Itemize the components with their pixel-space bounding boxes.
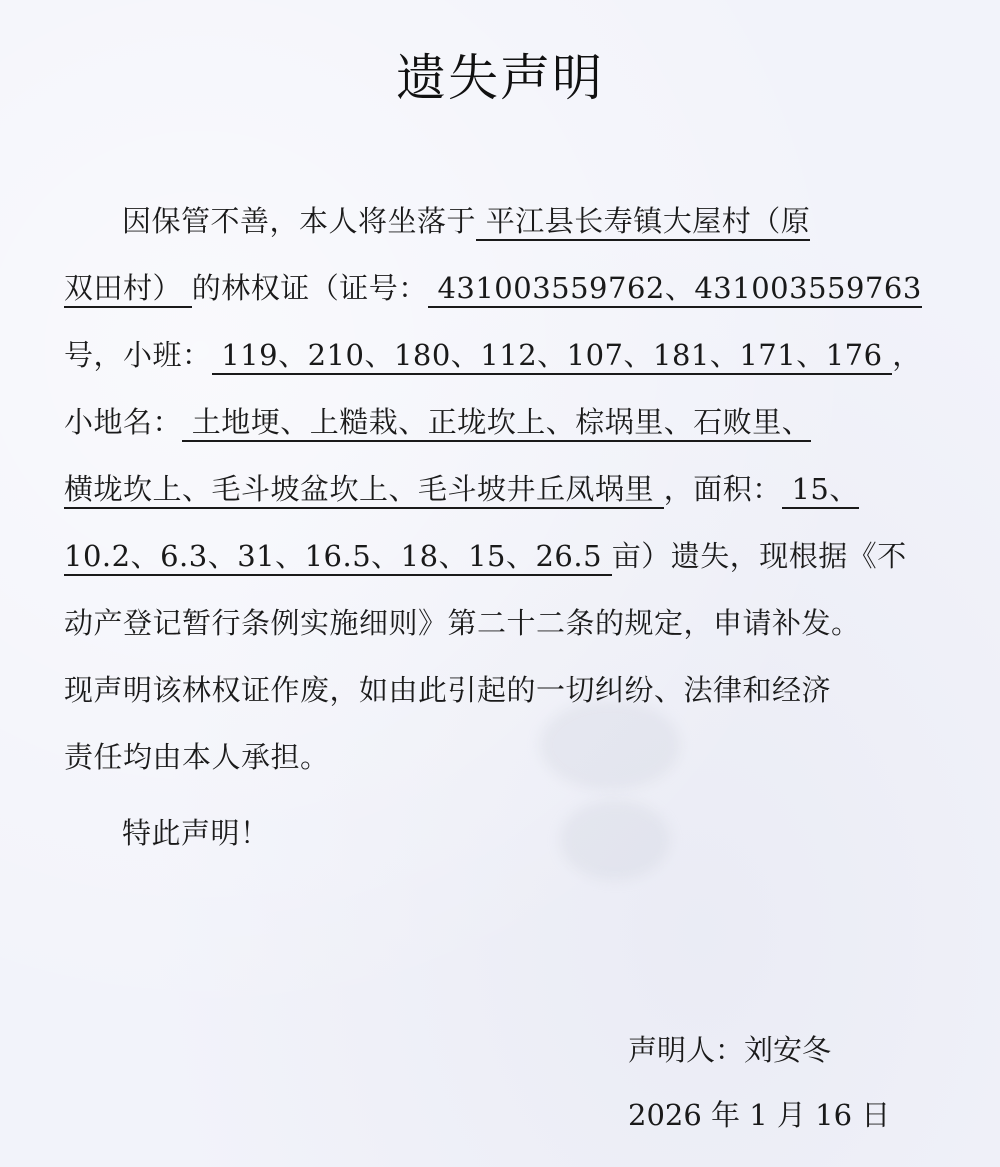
- subcompartment-numbers: 119、210、180、112、107、181、171、176: [212, 338, 893, 375]
- text-segment: 的林权证（证号：: [191, 271, 428, 305]
- text-segment: ，: [892, 338, 922, 372]
- text-segment: ，面积：: [663, 472, 782, 506]
- text-segment: 号，小班：: [64, 338, 212, 372]
- closing-statement: 特此声明！: [122, 816, 270, 850]
- text-segment: 亩）遗失，现根据《不: [611, 539, 907, 573]
- page-title: 遗失声明: [396, 49, 604, 107]
- text-line-9: 责任均由本人承担。: [64, 740, 330, 774]
- text-line-7: 动产登记暂行条例实施细则》第二十二条的规定，申请补发。: [64, 606, 861, 640]
- area-values: 15、: [782, 472, 859, 509]
- location-fill-cont: 双田村）: [64, 271, 192, 308]
- text-line-4: [64, 397, 811, 447]
- text-segment: 因保管不善，本人将坐落于: [122, 204, 477, 238]
- signer: 声明人：刘安冬: [628, 1033, 832, 1067]
- text-line-6: [64, 531, 907, 581]
- area-values-cont: 10.2、6.3、31、16.5、18、15、26.5: [64, 539, 612, 576]
- paper-smudge: [560, 800, 670, 880]
- text-line-8: 现声明该林权证作废，如由此引起的一切纠纷、法律和经济: [64, 673, 832, 707]
- text-line-1: [122, 196, 810, 246]
- text-line-5: [64, 464, 859, 514]
- text-line-3: [64, 330, 922, 380]
- certificate-numbers: 431003559762、431003559763: [428, 271, 922, 308]
- place-names-cont: 横垅坎上、毛斗坡盆坎上、毛斗坡井丘凤埚里: [64, 472, 664, 509]
- text-segment: 小地名：: [64, 405, 183, 439]
- place-names: 土地埂、上糙栽、正垅坎上、棕埚里、石败里、: [182, 405, 811, 442]
- location-fill: 平江县长寿镇大屋村（原: [476, 204, 810, 241]
- declaration-date: 2026 年 1 月 16 日: [628, 1098, 891, 1132]
- text-line-2: [64, 263, 922, 313]
